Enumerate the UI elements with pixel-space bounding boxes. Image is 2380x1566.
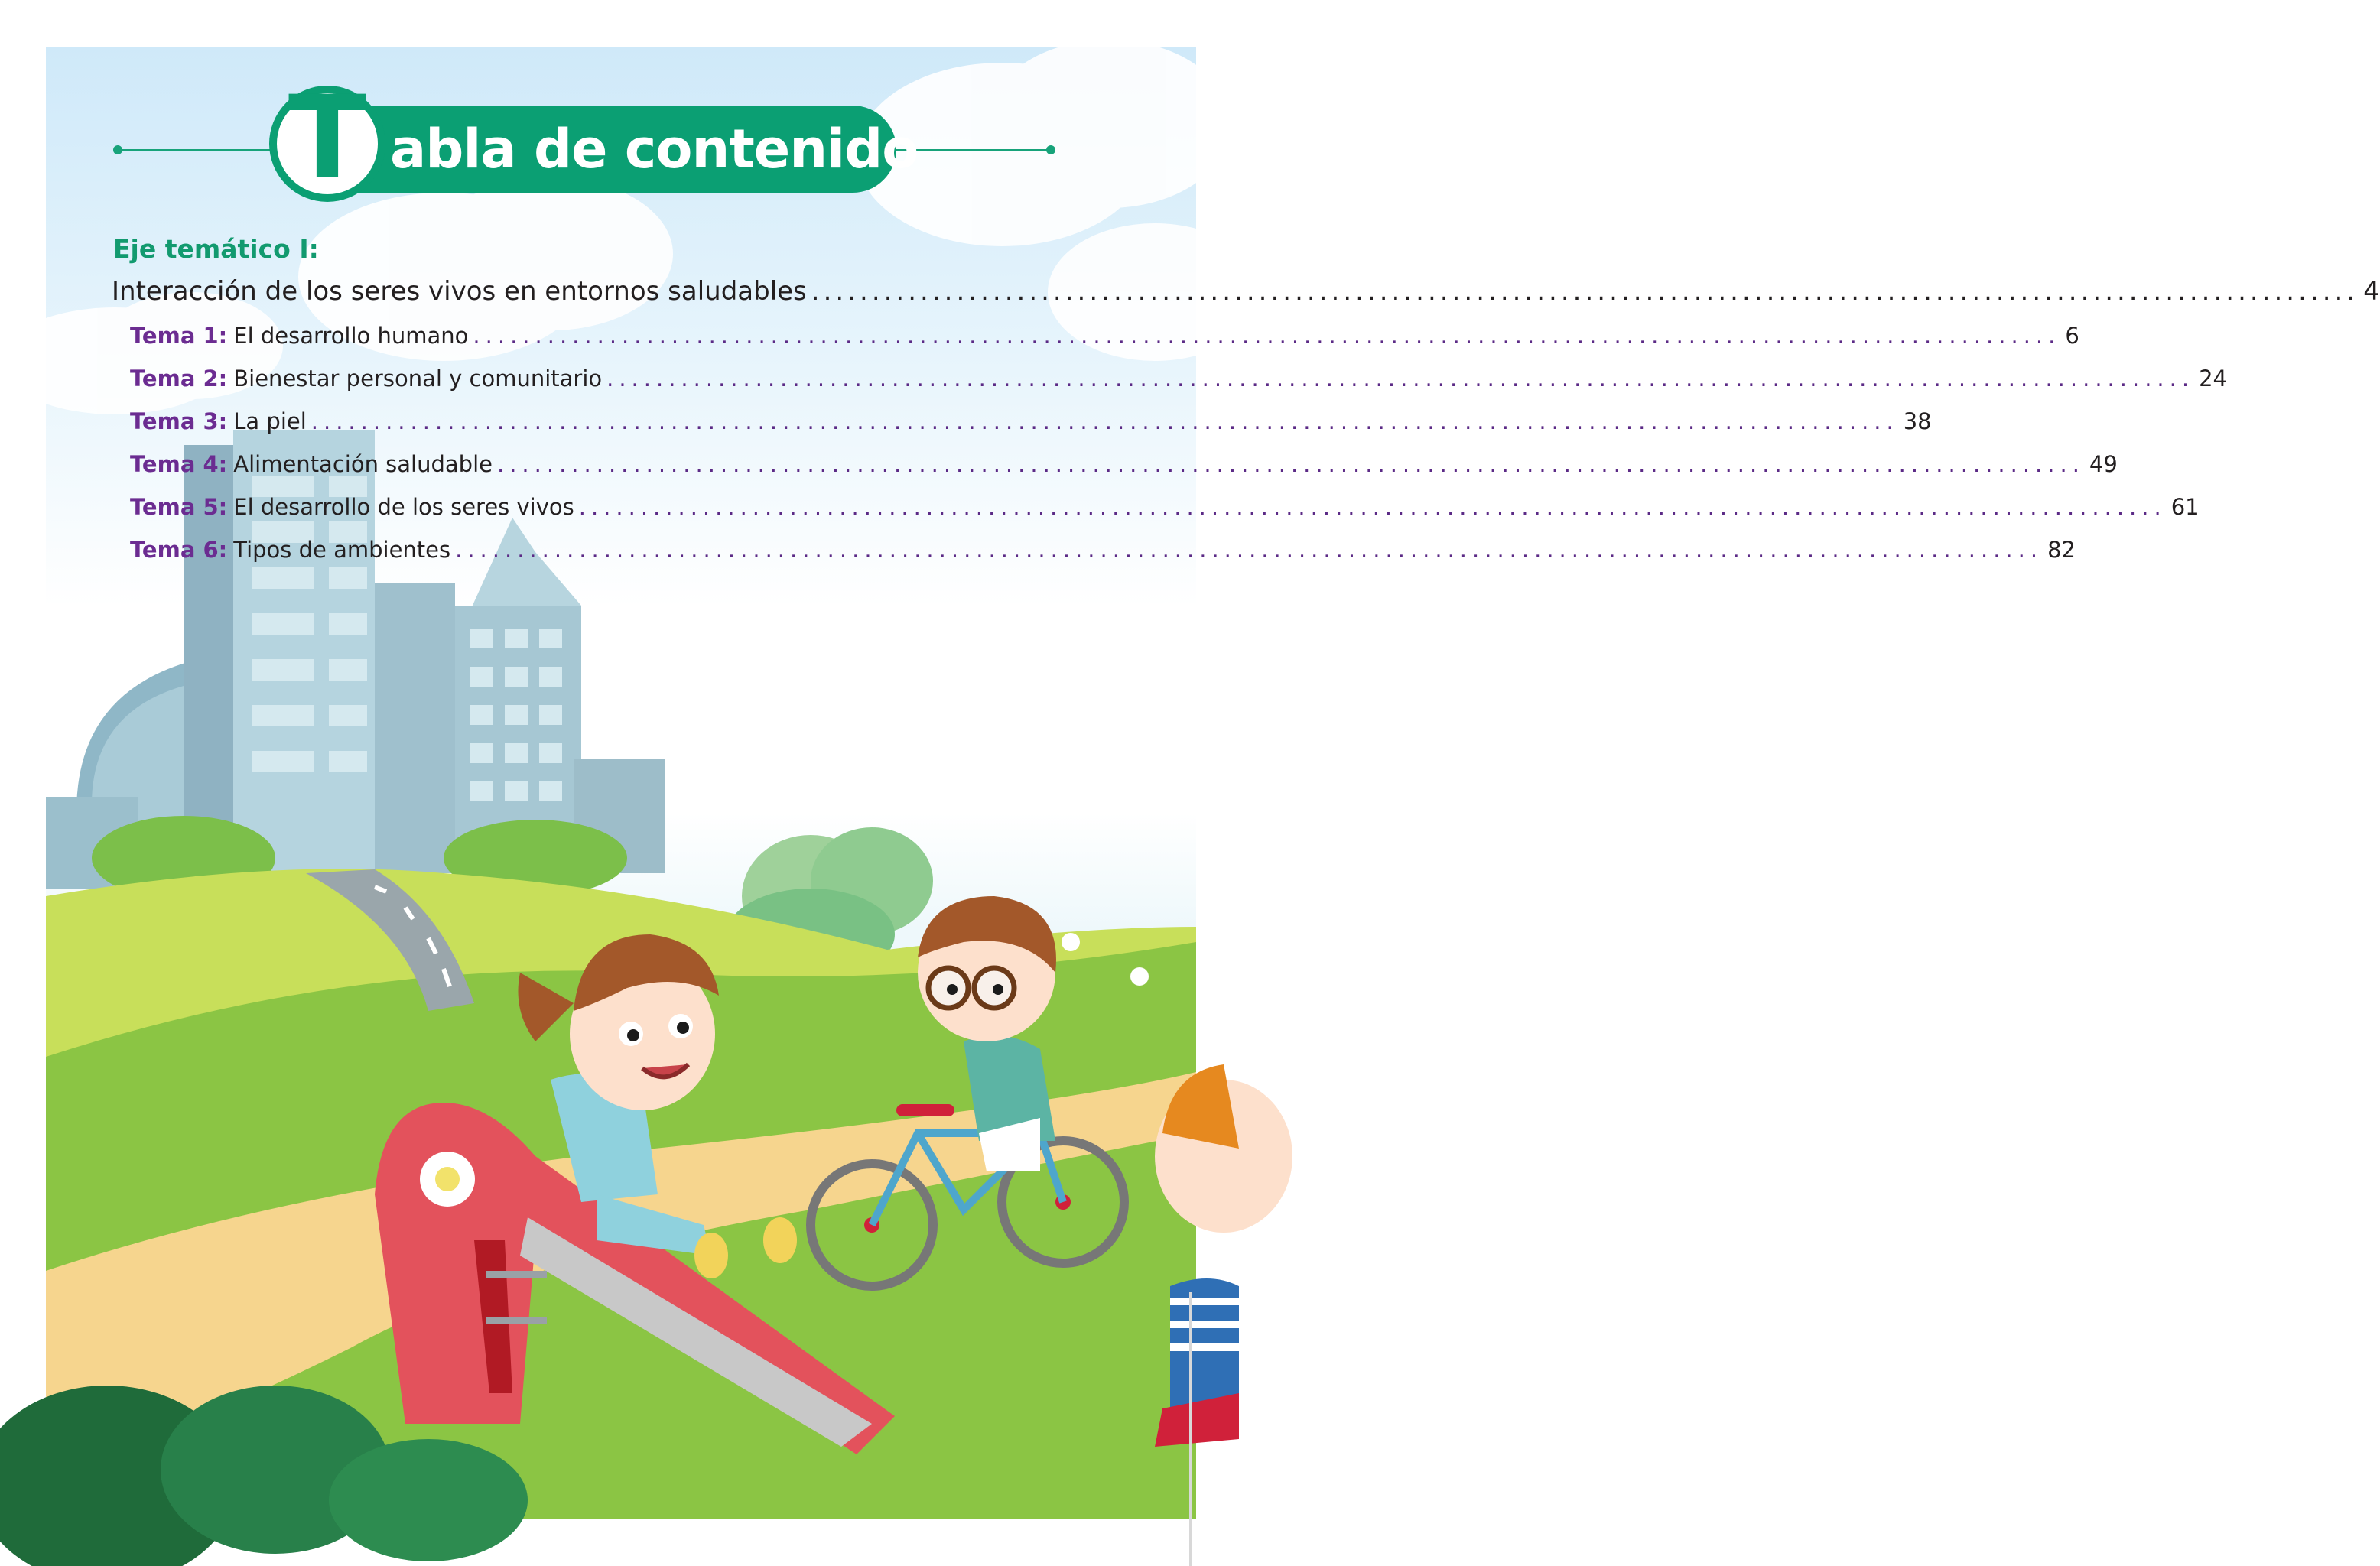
title-initial-letter: T (288, 72, 367, 205)
topic-title: Bienestar personal y comunitario (233, 366, 603, 392)
toc-page-number: 24 (2199, 366, 2227, 392)
dot-leader: ................................................................................................................................ (311, 408, 1899, 434)
page-sheet (46, 47, 2380, 1519)
dot-leader: ................................................................................................................................ (578, 494, 2167, 520)
page-edge-line (1189, 1292, 1192, 1566)
topic-title: El desarrollo de los seres vivos (233, 494, 574, 520)
dot-leader: ................................................................................................................................ (811, 276, 2359, 307)
topic-label: Tema 3: (130, 408, 228, 434)
clouds (0, 40, 1262, 414)
toc-topic-entry[interactable] (130, 451, 2118, 477)
topic-label: Tema 4: (130, 451, 228, 477)
toc-page-number: 38 (1903, 408, 1932, 434)
title-rule-right-dot (1046, 145, 1055, 154)
toc-page-number: 6 (2065, 323, 2079, 349)
toc-topic-entry[interactable] (130, 408, 1932, 434)
toc-axis-title: Interacción de los seres vivos en entornos saludables (112, 276, 807, 307)
topic-title: La piel (233, 408, 307, 434)
topic-title: Tipos de ambientes (233, 537, 451, 563)
dot-leader: ................................................................................................................................ (606, 366, 2195, 392)
toc-page-number: 49 (2089, 451, 2118, 477)
park-scene-illustration (46, 47, 1196, 1519)
topic-label: Tema 1: (130, 323, 228, 349)
toc-page-number: 4 (2363, 276, 2380, 307)
axis-heading: Eje temático I: (113, 234, 319, 264)
dot-leader: ................................................................................................................................ (473, 323, 2061, 349)
page-title: abla de contenido (390, 118, 919, 180)
topic-label: Tema 2: (130, 366, 228, 392)
toc-topic-entry[interactable] (130, 323, 2079, 349)
toc-topic-entry[interactable] (130, 494, 2200, 520)
topic-label: Tema 5: (130, 494, 228, 520)
topic-label: Tema 6: (130, 537, 228, 563)
toc-axis-entry[interactable] (112, 276, 2380, 307)
topic-title: El desarrollo humano (233, 323, 469, 349)
dot-leader: ................................................................................................................................ (455, 537, 2043, 563)
toc-topic-entry[interactable] (130, 537, 2076, 563)
topic-title: Alimentación saludable (233, 451, 493, 477)
toc-page-number: 61 (2170, 494, 2200, 520)
dot-leader: ................................................................................................................................ (496, 451, 2085, 477)
toc-page-number: 82 (2047, 537, 2076, 563)
toc-topic-entry[interactable] (130, 366, 2227, 392)
title-rule-left-dot (113, 145, 122, 154)
